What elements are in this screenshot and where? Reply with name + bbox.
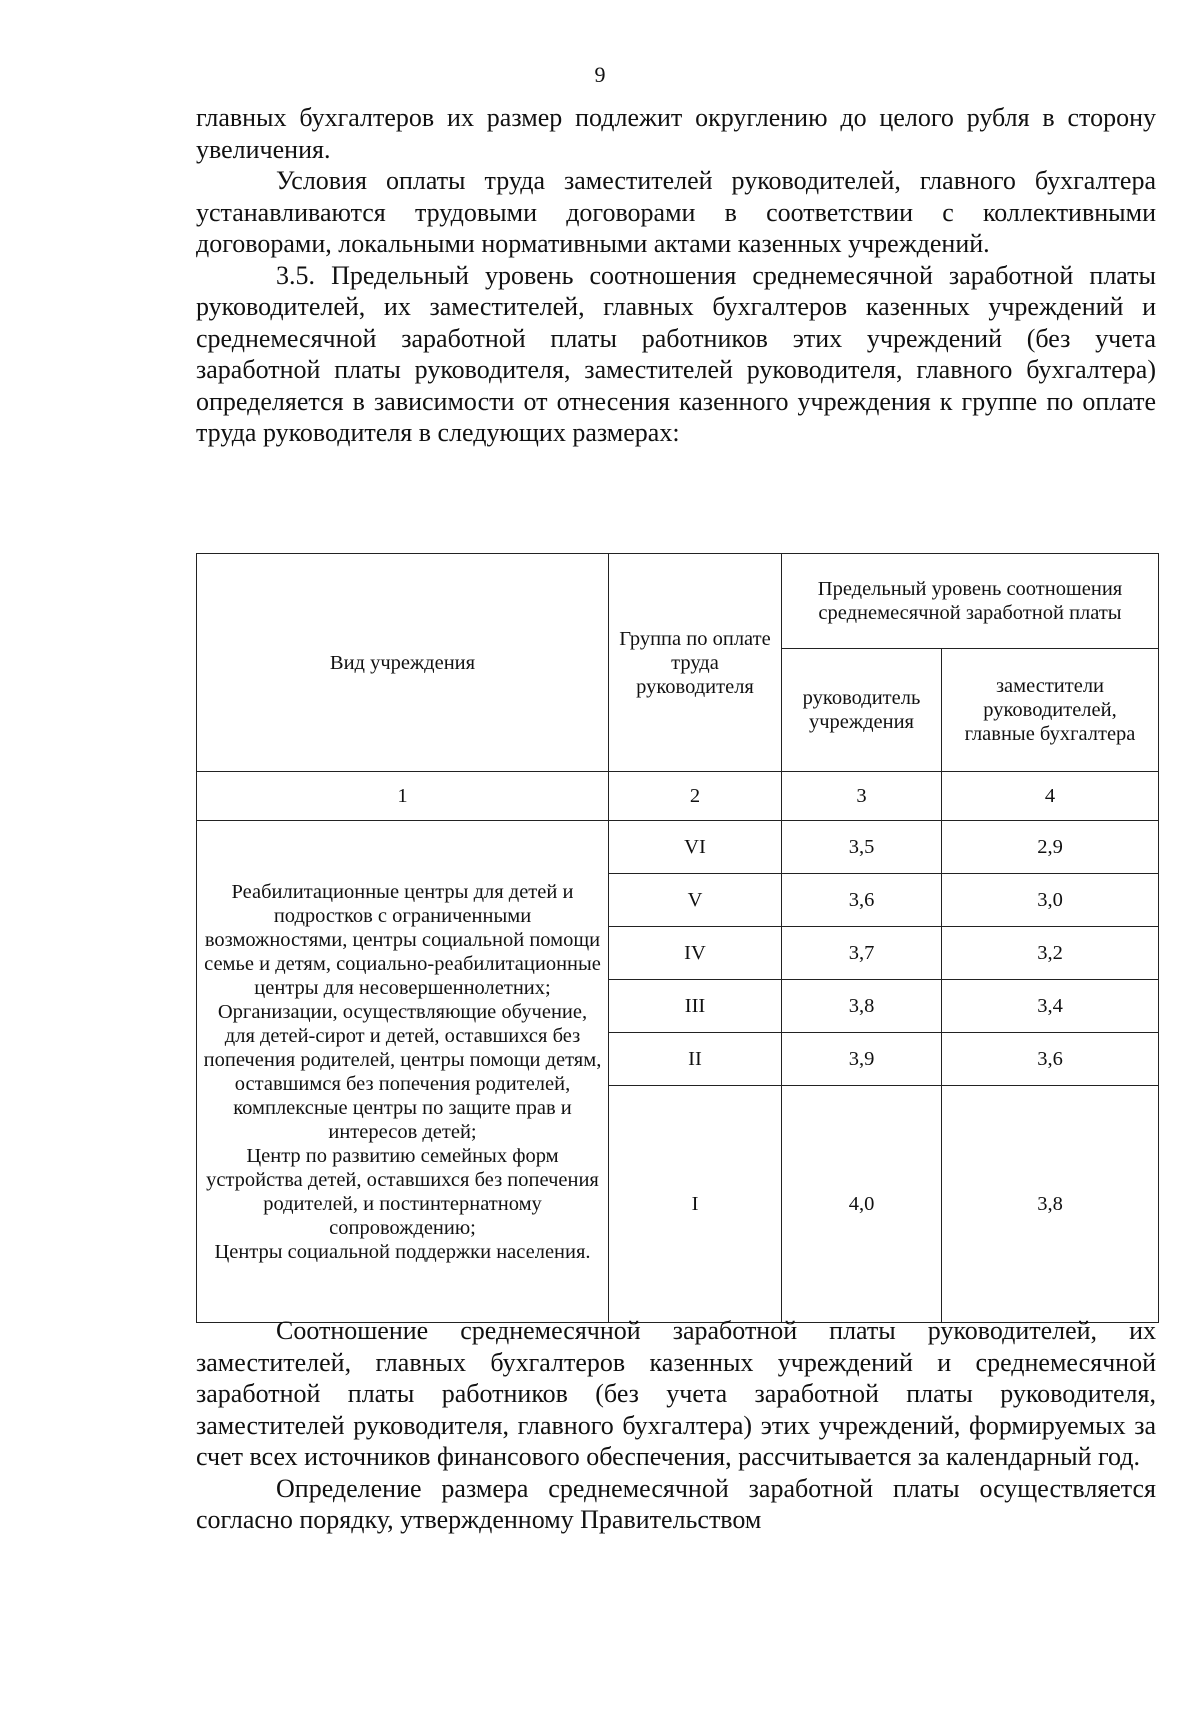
header-head-of-institution: руководитель учреждения	[782, 649, 942, 772]
institution-type: Центры социальной поддержки населения.	[214, 1240, 591, 1263]
head-ratio-cell: 3,9	[782, 1033, 942, 1086]
table-row	[197, 821, 1159, 874]
institution-type: Реабилитационные центры для детей и подростков с ограниченными возможностями, центры социальной помощи семье и детям, социально-реабилитационные центры для несовершеннолетних;	[204, 880, 601, 999]
paragraph-ratio-calculation: Соотношение среднемесячной заработной платы руководителей, их заместителей, главных бухгалтеров казенных учреждений и среднемесячной заработной платы работников (без учета заработной платы руководителя, заместителей руководителя, главного бухгалтера) этих учреждений, формируемых за счет всех источников финансового обеспечения, рассчитывается за календарный год.	[196, 1316, 1156, 1471]
head-ratio-cell: 4,0	[782, 1086, 942, 1323]
head-ratio-cell: 3,7	[782, 927, 942, 980]
institution-type: Организации, осуществляющие обучение, для детей-сирот и детей, оставшихся без попечения родителей, центры помощи детям, оставшимся без попечения родителей, комплексные центры по защите прав и интересов детей;	[203, 1000, 602, 1143]
head-ratio-cell: 3,8	[782, 980, 942, 1033]
institution-type: Центр по развитию семейных форм устройства детей, оставшихся без попечения родителей, и постинтернатному сопровождению;	[206, 1144, 599, 1239]
paragraph-deputy-conditions: Условия оплаты труда заместителей руководителей, главного бухгалтера устанавливаются трудовыми договорами в соответствии с коллективными договорами, локальными нормативными актами казенных учреждений.	[196, 166, 1156, 258]
column-number: 3	[782, 772, 942, 821]
bottom-text	[196, 1315, 1156, 1536]
deputies-ratio-cell: 3,6	[942, 1033, 1159, 1086]
group-cell: I	[609, 1086, 782, 1323]
header-deputies: заместители руководителей, главные бухгалтера	[942, 649, 1159, 772]
deputies-ratio-cell: 3,2	[942, 927, 1159, 980]
paragraph-salary-determination: Определение размера среднемесячной заработной платы осуществляется согласно порядку, утвержденному Правительством	[196, 1473, 1156, 1534]
column-number: 1	[197, 772, 609, 821]
table-header-row	[197, 554, 1159, 649]
column-number-row	[197, 772, 1159, 821]
paragraph-3-5: 3.5. Предельный уровень соотношения среднемесячной заработной платы руководителей, их заместителей, главных бухгалтеров казенных учреждений и среднемесячной заработной платы работников этих учреждений (без учета заработной платы руководителя, заместителей руководителя, главного бухгалтера) определяется в зависимости от отнесения казенного учреждения к группе по оплате труда руководителя в следующих размерах:	[196, 260, 1156, 447]
column-number: 2	[609, 772, 782, 821]
group-cell: III	[609, 980, 782, 1033]
salary-ratio-table	[196, 553, 1159, 1323]
head-ratio-cell: 3,6	[782, 874, 942, 927]
deputies-ratio-cell: 3,0	[942, 874, 1159, 927]
paragraph-continuation: главных бухгалтеров их размер подлежит округлению до целого рубля в сторону увеличения.	[196, 103, 1156, 164]
page-number: 9	[594, 62, 606, 87]
column-number: 4	[942, 772, 1159, 821]
head-ratio-cell: 3,5	[782, 821, 942, 874]
top-text	[196, 102, 1156, 449]
header-pay-group: Группа по оплате труда руководителя	[609, 554, 782, 772]
deputies-ratio-cell: 3,4	[942, 980, 1159, 1033]
header-ratio-level: Предельный уровень соотношения среднемесячной заработной платы	[782, 554, 1159, 649]
group-cell: VI	[609, 821, 782, 874]
institution-types-cell	[197, 821, 609, 1323]
group-cell: IV	[609, 927, 782, 980]
header-institution-type: Вид учреждения	[197, 554, 609, 772]
deputies-ratio-cell: 3,8	[942, 1086, 1159, 1323]
deputies-ratio-cell: 2,9	[942, 821, 1159, 874]
group-cell: II	[609, 1033, 782, 1086]
group-cell: V	[609, 874, 782, 927]
